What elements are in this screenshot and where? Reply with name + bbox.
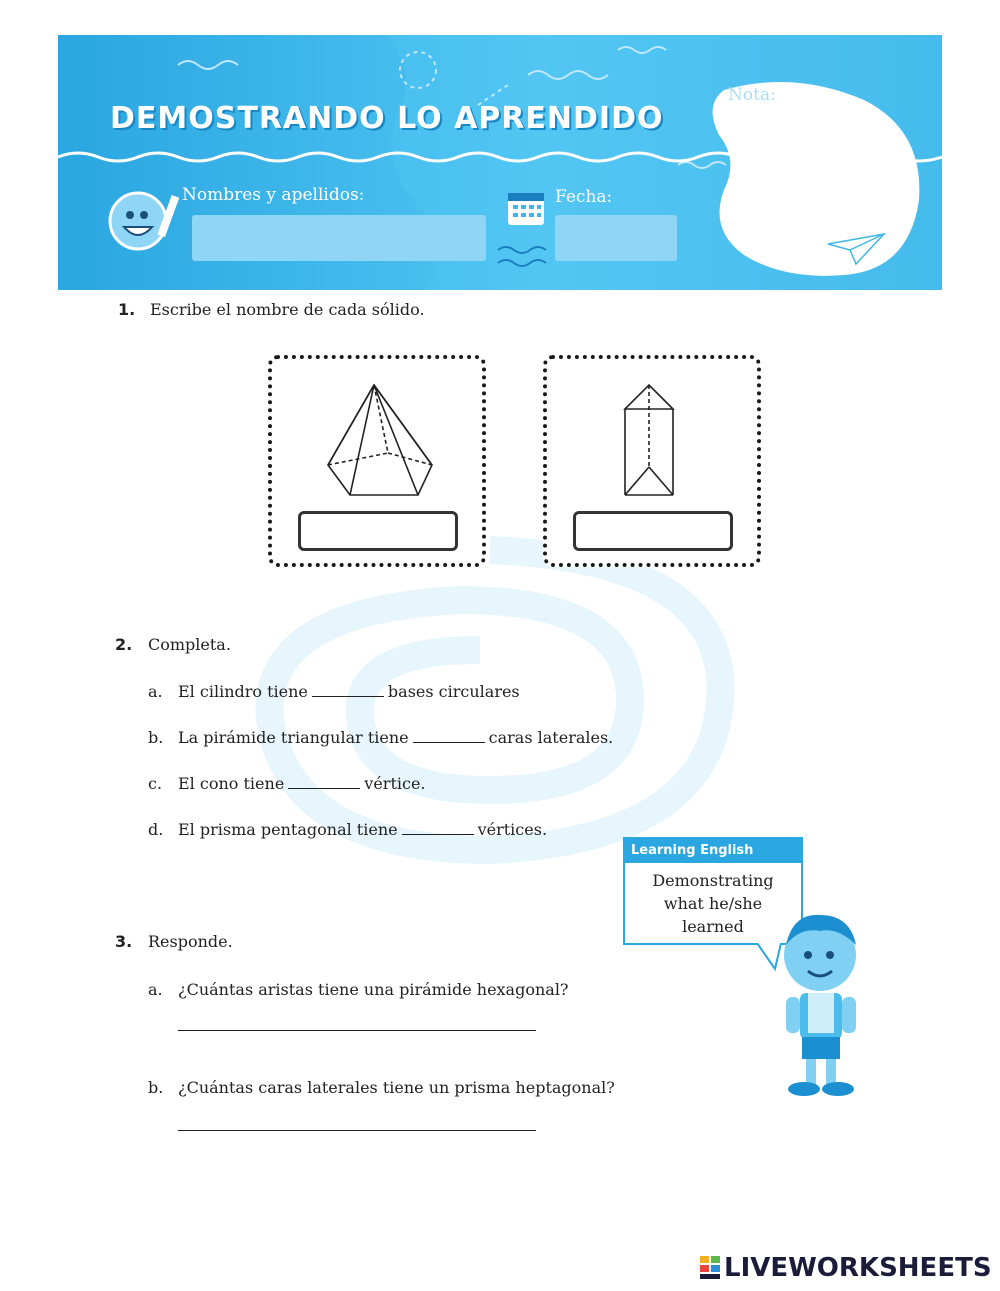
liveworksheets-brand: LIVEWORKSHEETS	[724, 1253, 992, 1283]
boy-illustration	[768, 905, 868, 1100]
q2-item-a-letter: a.	[148, 682, 163, 701]
pentagonal-pyramid-drawing	[272, 367, 482, 507]
q2-item-d-blank[interactable]	[402, 821, 474, 835]
q2-item-d	[178, 820, 547, 839]
prism-answer-box[interactable]	[573, 511, 733, 551]
name-field[interactable]	[192, 215, 486, 261]
q2-item-b-before: La pirámide triangular tiene	[178, 728, 409, 747]
date-field[interactable]	[555, 215, 677, 261]
q2-item-a-blank[interactable]	[312, 683, 384, 697]
pyramid-answer-box[interactable]	[298, 511, 458, 551]
learning-english-line-3: learned	[682, 917, 744, 936]
learning-english-line-1: Demonstrating	[652, 871, 774, 890]
q3-item-b-letter: b.	[148, 1078, 164, 1097]
grade-blob[interactable]	[704, 80, 934, 280]
q2-item-c-letter: c.	[148, 774, 163, 793]
grade-label: Nota:	[728, 85, 776, 105]
q2-item-b-after: caras laterales.	[488, 728, 614, 747]
q2-item-d-before: El prisma pentagonal tiene	[178, 820, 398, 839]
q2-item-d-after: vértices.	[477, 820, 548, 839]
date-label: Fecha:	[555, 187, 613, 207]
q2-item-c	[178, 774, 426, 793]
q3-item-b-text: ¿Cuántas caras laterales tiene un prisma heptagonal?	[178, 1078, 615, 1097]
smiley-icon	[108, 187, 186, 257]
question-2-text: Completa.	[148, 635, 231, 654]
name-label: Nombres y apellidos:	[182, 185, 365, 205]
prism-card	[543, 355, 761, 567]
worksheet-title: DEMOSTRANDO LO APRENDIDO	[110, 101, 664, 136]
q2-item-c-after: vértice.	[364, 774, 426, 793]
q3-item-a-answer-line[interactable]	[178, 1030, 536, 1031]
q2-item-b-letter: b.	[148, 728, 164, 747]
pyramid-card	[268, 355, 486, 567]
question-1-text: Escribe el nombre de cada sólido.	[150, 300, 425, 319]
triangular-prism-drawing	[547, 367, 757, 507]
q2-item-b-blank[interactable]	[413, 729, 485, 743]
q2-item-a	[178, 682, 520, 701]
learning-english-line-2: what he/she	[663, 894, 763, 913]
paper-plane-icon	[826, 230, 886, 270]
q2-item-b	[178, 728, 613, 747]
learning-english-header: Learning English	[625, 839, 801, 863]
question-3-text: Responde.	[148, 932, 233, 951]
question-3-number: 3.	[115, 932, 133, 951]
q2-item-c-blank[interactable]	[288, 775, 360, 789]
q3-item-a-text: ¿Cuántas aristas tiene una pirámide hexagonal?	[178, 980, 569, 999]
q2-item-c-before: El cono tiene	[178, 774, 285, 793]
calendar-icon	[504, 185, 550, 231]
liveworksheets-logo-icon	[698, 1254, 722, 1280]
q2-item-a-after: bases circulares	[387, 682, 520, 701]
q2-item-a-before: El cilindro tiene	[178, 682, 308, 701]
header-banner	[58, 35, 942, 290]
q3-item-b-answer-line[interactable]	[178, 1130, 536, 1131]
question-1-number: 1.	[118, 300, 136, 319]
q3-item-a-letter: a.	[148, 980, 163, 999]
question-2-number: 2.	[115, 635, 133, 654]
q2-item-d-letter: d.	[148, 820, 164, 839]
